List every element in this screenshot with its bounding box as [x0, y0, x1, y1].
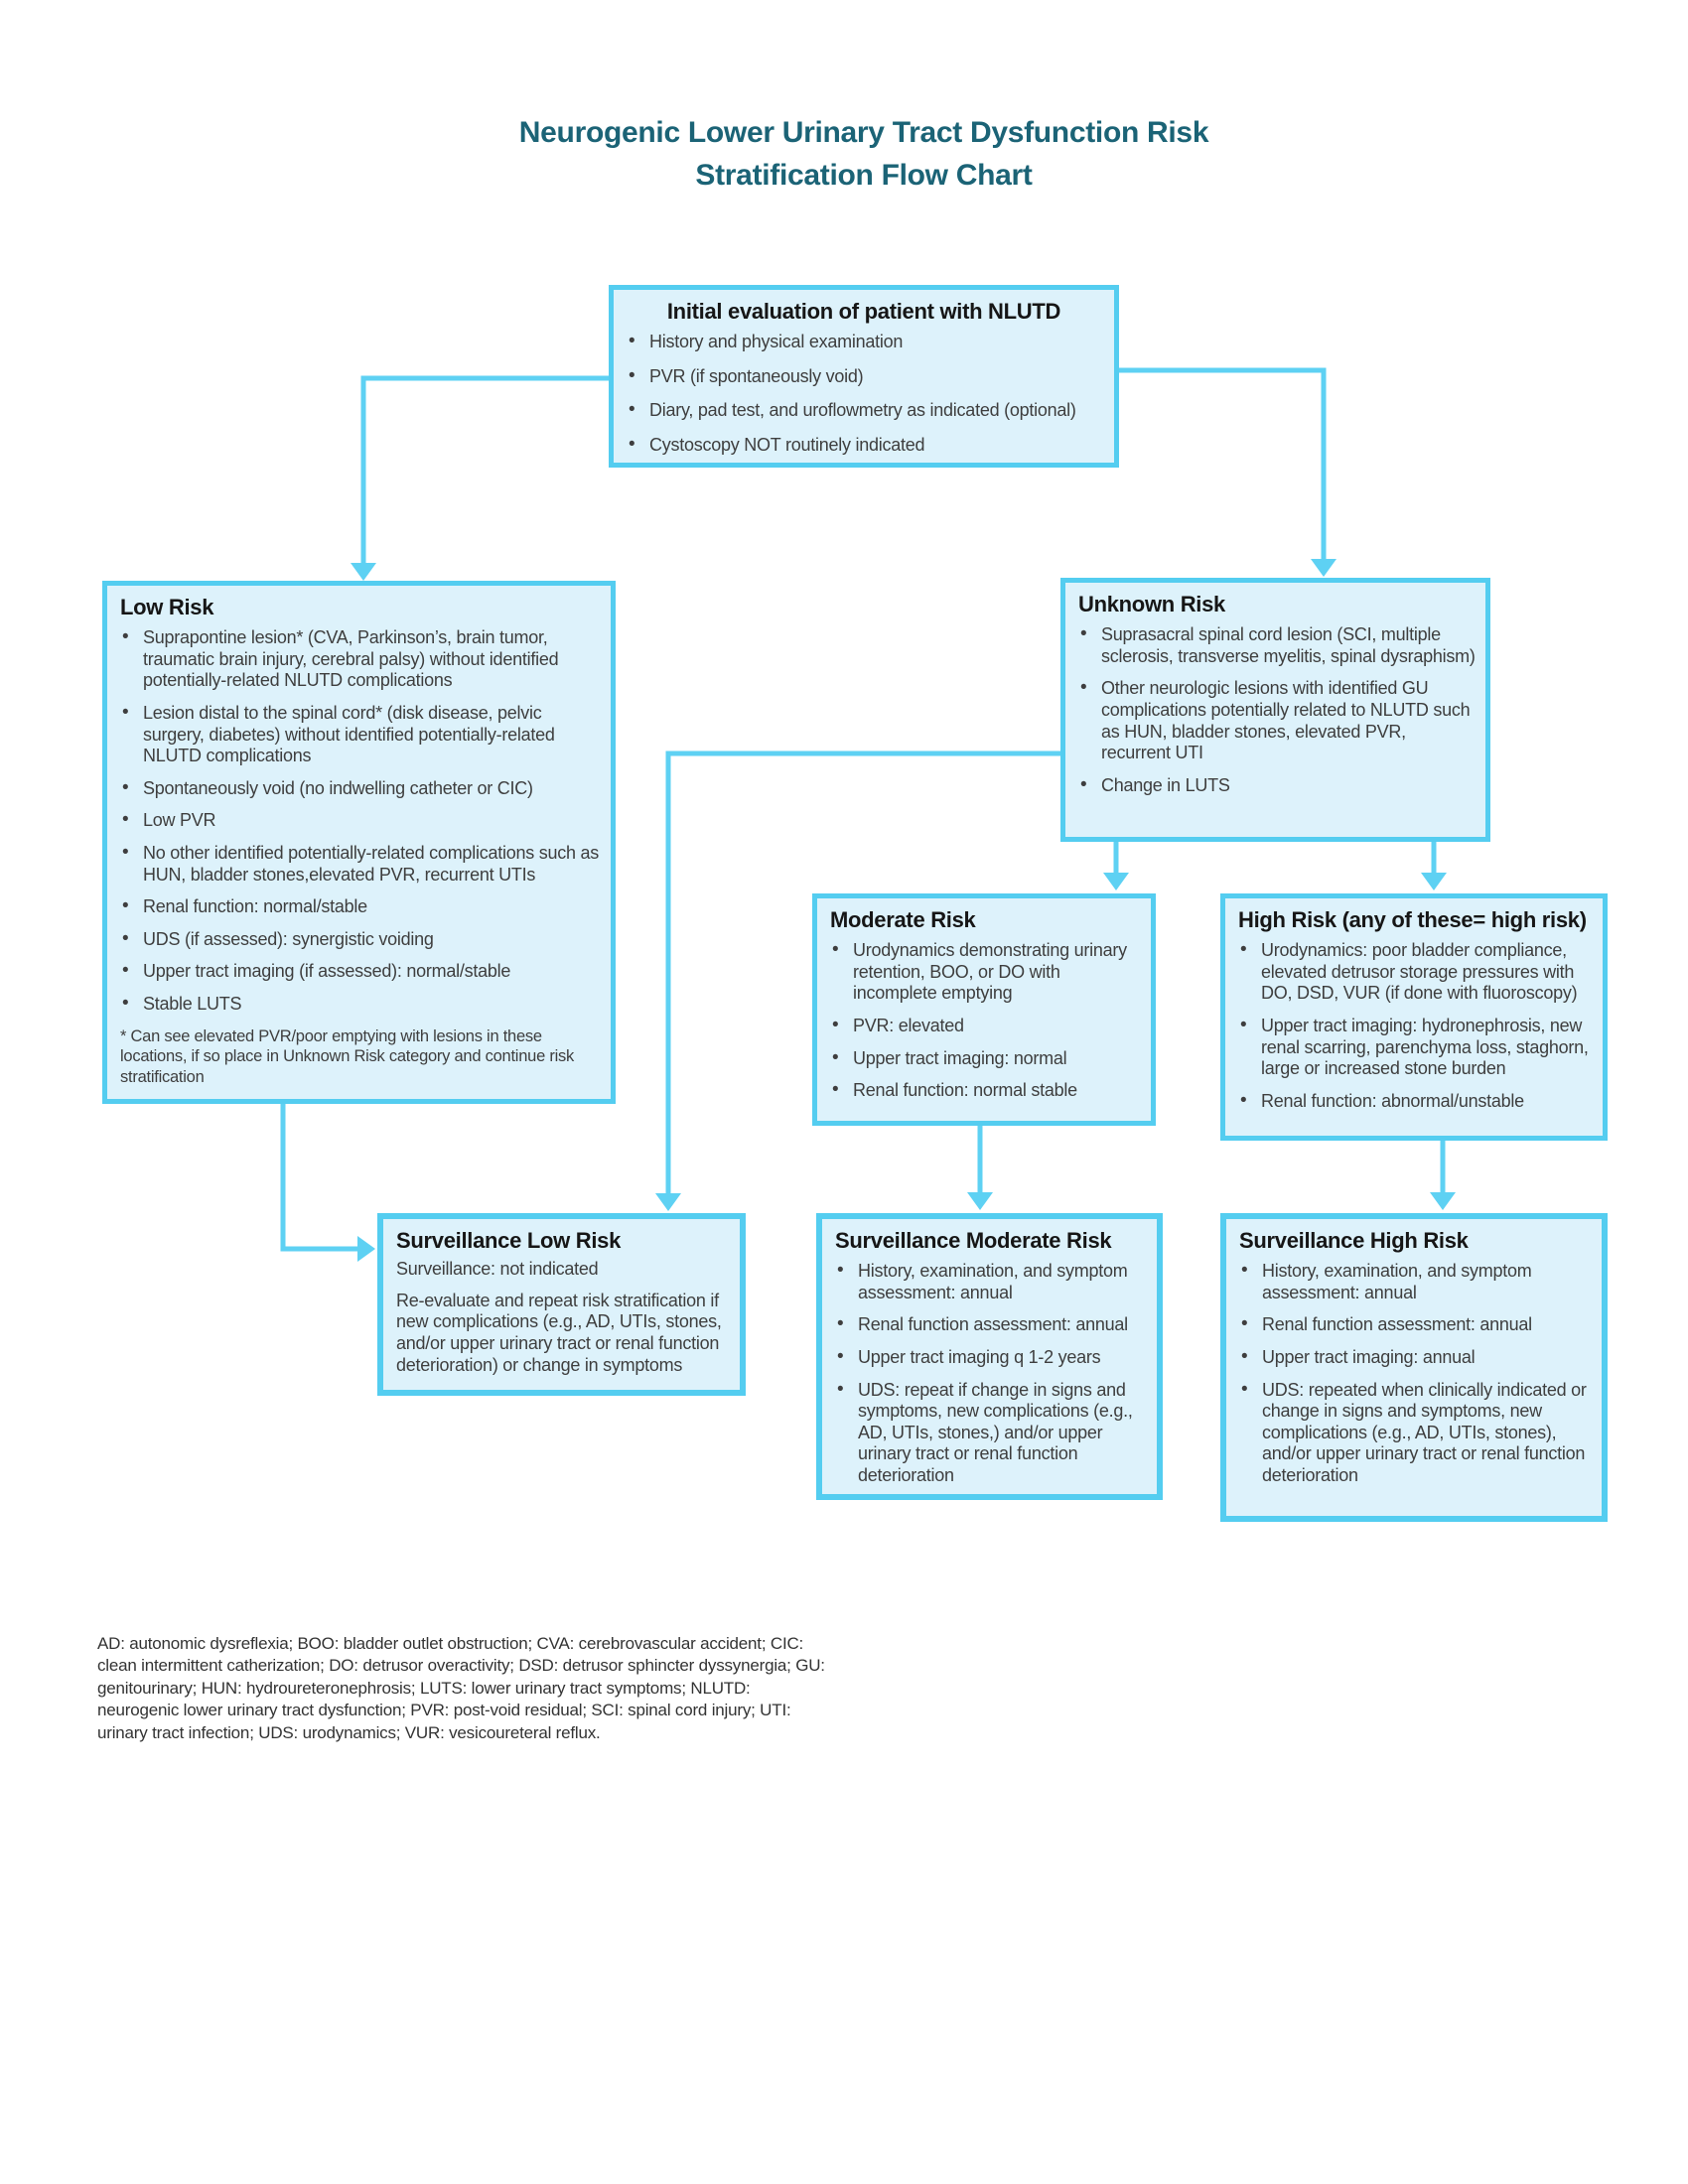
bullet-item: • Suprapontine lesion* (CVA, Parkinson’s, brain tumor, traumatic brain injury, cerebral palsy) without identified potentially-related NLUTD complications — [119, 627, 603, 692]
bullet-item: • Spontaneously void (no indwelling catheter or CIC) — [119, 778, 603, 800]
bullet-item: • No other identified potentially-related complications such as HUN, bladder stones,elevated PVR, recurrent UTIs — [119, 843, 603, 886]
surveillance-low-risk-title: Surveillance Low Risk — [396, 1228, 622, 1253]
low-risk-bullets — [107, 625, 611, 1015]
surveillance-high-risk-title: Surveillance High Risk — [1239, 1228, 1469, 1253]
connector-initial-to-low-risk — [351, 378, 609, 581]
unknown-risk-box — [1060, 578, 1490, 842]
connector-moderate-to-surveillance-moderate — [967, 1126, 993, 1210]
bullet-item: • PVR: elevated — [829, 1016, 1143, 1037]
moderate-risk-bullets — [817, 938, 1151, 1102]
bullet-item: • Lesion distal to the spinal cord* (disk disease, pelvic surgery, diabetes) without identified potentially-related NLUTD complications — [119, 703, 603, 767]
bullet-item: • Urodynamics demonstrating urinary retention, BOO, or DO with incomplete emptying — [829, 940, 1143, 1005]
bullet-item: • Upper tract imaging q 1-2 years — [834, 1347, 1149, 1369]
initial-evaluation-box — [609, 285, 1119, 468]
surveillance-moderate-risk-title: Surveillance Moderate Risk — [835, 1228, 1112, 1253]
bullet-item: • Suprasacral spinal cord lesion (SCI, multiple sclerosis, transverse myelitis, spinal dysraphism) — [1077, 624, 1477, 667]
bullet-item: • Renal function: abnormal/unstable — [1237, 1091, 1595, 1113]
bullet-item: • Upper tract imaging: normal — [829, 1048, 1143, 1070]
moderate-risk-title: Moderate Risk — [830, 907, 976, 932]
bullet-item: • Other neurologic lesions with identified GU complications potentially related to NLUTD such as HUN, bladder stones, elevated PVR, recurrent UTI — [1077, 678, 1477, 763]
low-risk-box — [102, 581, 616, 1104]
high-risk-box — [1220, 893, 1608, 1141]
connector-high-to-surveillance-high — [1430, 1141, 1456, 1210]
surveillance-low-risk-box — [377, 1213, 746, 1396]
connector-unknown-to-moderate-risk — [1103, 842, 1129, 890]
bullet-item: • History, examination, and symptom assessment: annual — [834, 1261, 1149, 1303]
bullet-item: • Stable LUTS — [119, 994, 603, 1016]
surveillance-moderate-risk-box — [816, 1213, 1163, 1500]
page-title-line-1: Neurogenic Lower Urinary Tract Dysfunction Risk — [518, 116, 1209, 149]
unknown-risk-title: Unknown Risk — [1078, 592, 1225, 616]
low-risk-title: Low Risk — [120, 595, 214, 619]
initial-evaluation-title: Initial evaluation of patient with NLUTD — [666, 299, 1061, 324]
page-title-line-2: Stratification Flow Chart — [695, 159, 1033, 192]
bullet-item: • Upper tract imaging (if assessed): normal/stable — [119, 961, 603, 983]
bullet-item: • UDS (if assessed): synergistic voiding — [119, 929, 603, 951]
bullet-item: • Upper tract imaging: annual — [1238, 1347, 1594, 1369]
connector-initial-to-unknown-risk — [1119, 370, 1336, 577]
surveillance-moderate-risk-bullets — [822, 1259, 1157, 1486]
abbreviations-footnote: AD: autonomic dysreflexia; BOO: bladder outlet obstruction; CVA: cerebrovascular accident; CIC: clean intermittent catherization; DO: detrusor overactivity; DSD: detrusor sphincter dyssynergia; GU: genitourinary; HUN: hydroureteronephrosis; LUTS: lower urinary tract symptoms; NLUTD: neurogenic lower urinary tract dysfunction; PVR: post-void residual; SCI: spinal cord injury; UTI: urinary tract infection; UDS: urodynamics; VUR: vesicoureteral reflux. — [97, 1634, 825, 1742]
bullet-item: • UDS: repeat if change in signs and symptoms, new complications (e.g., AD, UTIs, stones,) and/or upper urinary tract or renal function deterioration — [834, 1380, 1149, 1487]
initial-evaluation-bullets — [614, 330, 1114, 456]
bullet-item: • History, examination, and symptom assessment: annual — [1238, 1261, 1594, 1303]
page-title — [169, 111, 1559, 197]
bullet-item: • PVR (if spontaneously void) — [626, 366, 1106, 388]
bullet-item: • Urodynamics: poor bladder compliance, elevated detrusor storage pressures with DO, DSD, VUR (if done with fluoroscopy) — [1237, 940, 1595, 1005]
moderate-risk-box — [812, 893, 1156, 1126]
bullet-item: • History and physical examination — [626, 332, 1106, 353]
surveillance-low-risk-paragraph-2: Re-evaluate and repeat risk stratification if new complications (e.g., AD, UTIs, stones, and/or upper urinary tract or renal function deterioration) or change in symptoms — [396, 1290, 722, 1375]
bullet-item: • Renal function: normal stable — [829, 1080, 1143, 1102]
unknown-risk-bullets — [1065, 622, 1485, 796]
bullet-item: • Diary, pad test, and uroflowmetry as indicated (optional) — [626, 400, 1106, 422]
surveillance-high-risk-bullets — [1226, 1259, 1602, 1486]
bullet-item: • Renal function: normal/stable — [119, 896, 603, 918]
high-risk-bullets — [1225, 938, 1603, 1112]
connector-unknown-to-high-risk — [1421, 842, 1447, 890]
connector-low-to-surveillance-low — [283, 1103, 375, 1262]
bullet-item: • Renal function assessment: annual — [1238, 1314, 1594, 1336]
low-risk-footnote: * Can see elevated PVR/poor emptying with lesions in these locations, if so place in Unknown Risk category and continue risk stratification — [120, 1026, 574, 1086]
high-risk-title: High Risk (any of these= high risk) — [1238, 907, 1587, 932]
surveillance-high-risk-box — [1220, 1213, 1608, 1522]
bullet-item: • Upper tract imaging: hydronephrosis, new renal scarring, parenchyma loss, staghorn, large or increased stone burden — [1237, 1016, 1595, 1080]
bullet-item: • Cystoscopy NOT routinely indicated — [626, 435, 1106, 457]
bullet-item: • Renal function assessment: annual — [834, 1314, 1149, 1336]
bullet-item: • UDS: repeated when clinically indicated or change in signs and symptoms, new complications (e.g., AD, UTIs, stones), and/or upper urinary tract or renal function deterioration — [1238, 1380, 1594, 1487]
bullet-item: • Change in LUTS — [1077, 775, 1477, 797]
surveillance-low-risk-paragraph-1: Surveillance: not indicated — [396, 1259, 599, 1280]
bullet-item: • Low PVR — [119, 810, 603, 832]
